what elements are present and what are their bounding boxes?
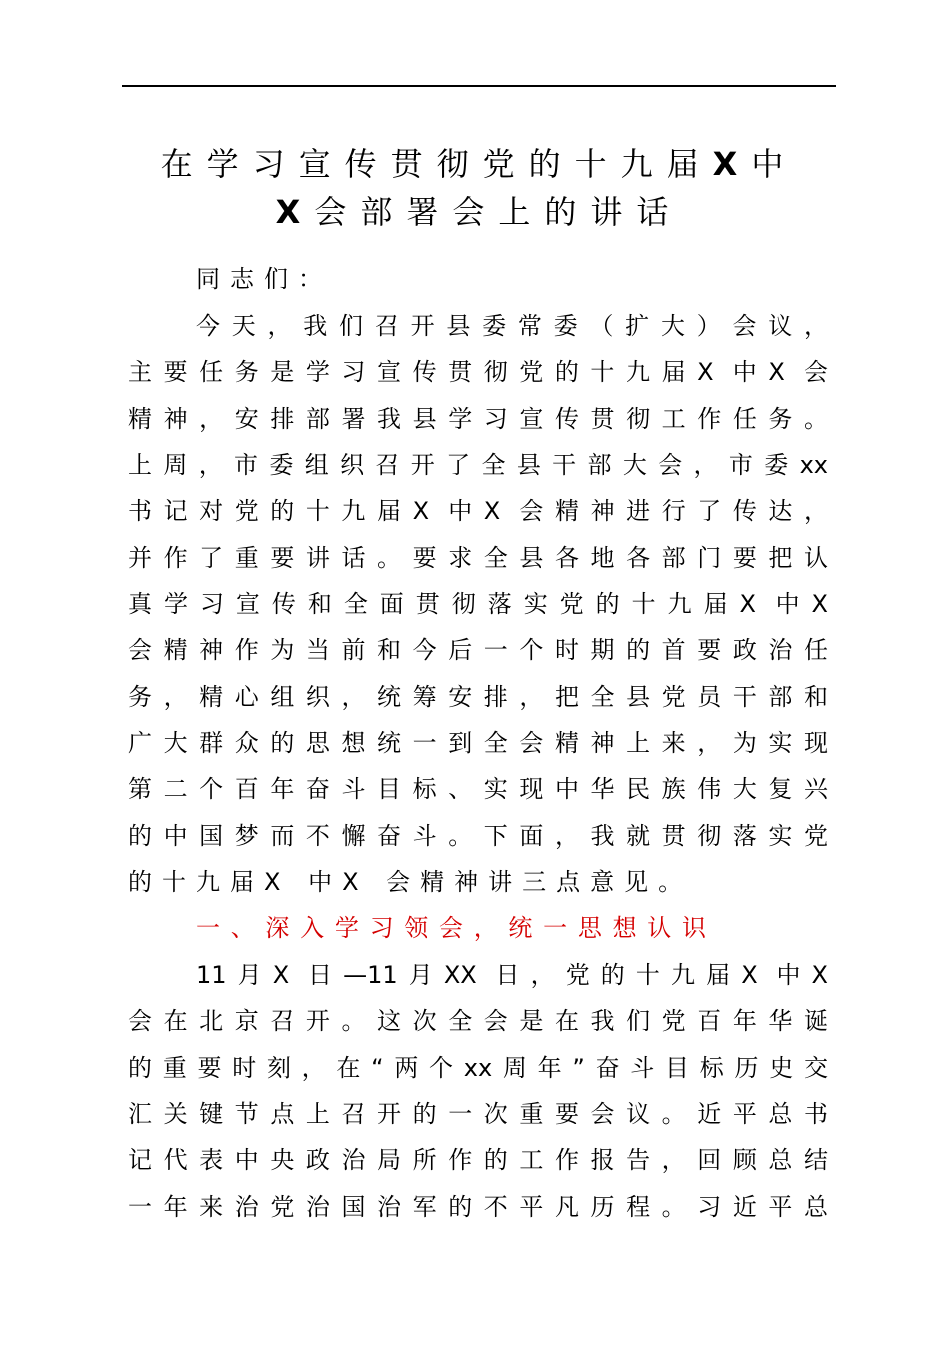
title-text-1x: X	[712, 145, 752, 183]
body-line: 会精神作为当前和今后一个时期的首要政治任	[128, 636, 828, 664]
body-line: 11月X 日—11月XX 日，党的十九届X 中X	[196, 961, 828, 989]
title-text-1b: 中	[751, 145, 798, 183]
body-line: 第二个百年奋斗目标、实现中华民族伟大复兴	[128, 775, 828, 803]
body-line: 的十九届X 中X 会精神讲三点意见。	[128, 868, 693, 896]
body-line: 精神，安排部署我县学习宣传贯彻工作任务。	[128, 405, 828, 433]
body-line: 真学习宣传和全面贯彻落实党的十九届X 中X	[128, 590, 828, 618]
salutation: 同志们：	[196, 265, 332, 293]
title-text-1a: 在学习宣传贯彻党的十九届	[160, 145, 713, 183]
section-heading-1: 一、深入学习领会，统一思想认识	[196, 914, 706, 942]
body-line: 的重要时刻，在“两个xx周年”奋斗目标历史交	[128, 1054, 828, 1082]
body-line: 务，精心组织，统筹安排，把全县党员干部和	[128, 683, 828, 711]
body-line: 并作了重要讲话。要求全县各地各部门要把认	[128, 544, 828, 572]
body-line: 今天，我们召开县委常委（扩大）会议，	[196, 312, 828, 340]
body-line: 会在北京召开。这次全会是在我们党百年华诞	[128, 1007, 828, 1035]
body-line: 一年来治党治国治军的不平凡历程。习近平总	[128, 1193, 828, 1221]
body-line: 书记对党的十九届X 中X 会精神进行了传达，	[128, 497, 828, 525]
document-title-line-1	[122, 140, 836, 188]
body-line: 上周，市委组织召开了全县干部大会，市委xx	[128, 451, 828, 479]
body-line: 记代表中央政治局所作的工作报告，回顾总结	[128, 1146, 828, 1174]
title-text-2x: X	[275, 193, 315, 231]
body-line: 的中国梦而不懈奋斗。下面，我就贯彻落实党	[128, 822, 828, 850]
body-line: 广大群众的思想统一到全会精神上来，为实现	[128, 729, 828, 757]
title-text-2b: 会部署会上的讲话	[314, 193, 683, 231]
document-title-line-2	[122, 188, 836, 236]
body-line: 主要任务是学习宣传贯彻党的十九届X 中X 会	[128, 358, 828, 386]
body-line: 汇关键节点上召开的一次重要会议。近平总书	[128, 1100, 828, 1128]
header-rule	[122, 85, 836, 87]
